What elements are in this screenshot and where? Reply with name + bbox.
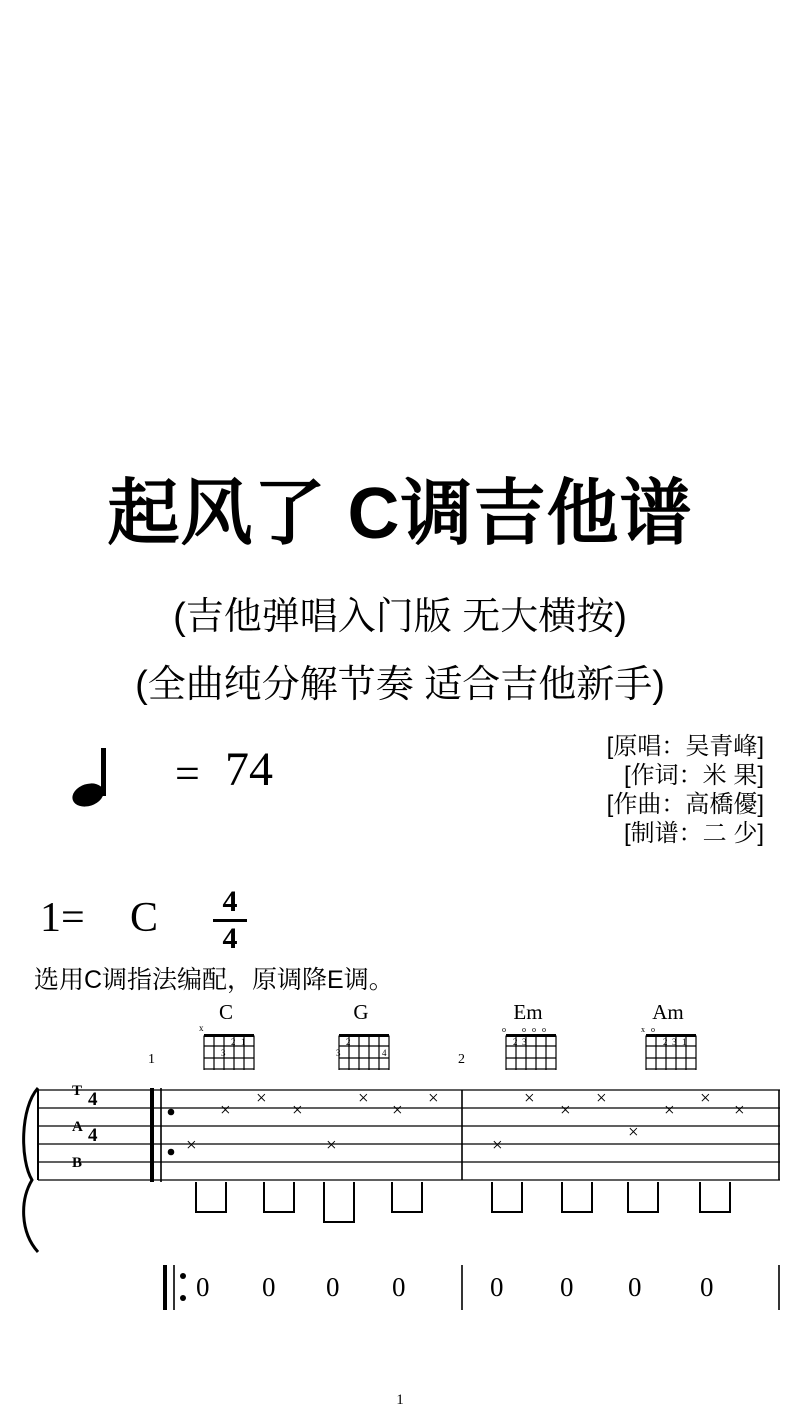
page-title: 起风了 C调吉他谱 xyxy=(107,474,693,554)
tab-x-mark: × xyxy=(596,1088,607,1109)
svg-text:x: x xyxy=(641,1025,645,1034)
tab-letter-a: A xyxy=(72,1119,83,1135)
tab-x-mark: × xyxy=(560,1100,571,1121)
tab-letter-b: B xyxy=(72,1155,83,1171)
tab-x-mark: × xyxy=(326,1135,337,1156)
svg-text:3: 3 xyxy=(672,1037,677,1047)
svg-text:o: o xyxy=(651,1025,655,1034)
melody-number: 0 xyxy=(196,1272,210,1302)
svg-text:o: o xyxy=(542,1025,546,1034)
tab-x-mark: × xyxy=(700,1088,711,1109)
melody-number: 0 xyxy=(628,1272,642,1302)
measure-number: 2 xyxy=(458,1052,465,1067)
arrangement-note: 选用C调指法编配，原调降E调。 xyxy=(34,966,394,994)
tab-x-mark: × xyxy=(292,1100,303,1121)
subtitle-line-2: (全曲纯分解节奏 适合吉他新手) xyxy=(135,664,665,706)
chord-name: Am xyxy=(652,1000,684,1024)
svg-text:4: 4 xyxy=(382,1048,387,1058)
melody-number: 0 xyxy=(326,1272,340,1302)
tempo-marking xyxy=(60,740,320,810)
melody-number: 0 xyxy=(560,1272,574,1302)
melody-number: 0 xyxy=(262,1272,276,1302)
tab-staff-system xyxy=(0,1060,800,1350)
chord-name: Em xyxy=(513,1000,543,1024)
melody-number: 0 xyxy=(490,1272,504,1302)
tab-x-mark: × xyxy=(358,1088,369,1109)
credits-block xyxy=(607,732,764,848)
time-signature-bottom: 4 xyxy=(222,922,238,955)
credit-line: [作曲：高橋優] xyxy=(606,791,764,818)
svg-text:2: 2 xyxy=(231,1037,236,1047)
tab-x-mark: × xyxy=(628,1122,639,1143)
subtitle-line-1: (吉他弹唱入门版 无大横按) xyxy=(173,596,627,638)
svg-text:1: 1 xyxy=(241,1037,246,1047)
svg-text:o: o xyxy=(532,1025,536,1034)
svg-text:2: 2 xyxy=(513,1037,518,1047)
svg-text:3: 3 xyxy=(336,1048,341,1058)
tempo-bpm: 74 xyxy=(225,743,273,796)
tab-x-mark: × xyxy=(734,1100,745,1121)
key-and-time-signature xyxy=(40,886,340,956)
svg-text:3: 3 xyxy=(221,1048,226,1058)
key-prefix: 1= xyxy=(40,895,85,941)
page-number: 1 xyxy=(396,1392,404,1408)
measure-number: 1 xyxy=(148,1052,155,1067)
tab-x-mark: × xyxy=(220,1100,231,1121)
time-signature xyxy=(210,886,250,955)
melody-number: 0 xyxy=(392,1272,406,1302)
melody-number: 0 xyxy=(700,1272,714,1302)
credit-line: [原唱：吴青峰] xyxy=(606,733,764,760)
time-signature-top: 4 xyxy=(222,885,238,918)
credit-line: [制谱：二 少] xyxy=(623,820,764,847)
key-value: C xyxy=(130,895,159,941)
svg-text:o: o xyxy=(522,1025,526,1034)
svg-text:1: 1 xyxy=(682,1037,687,1047)
tab-letter-t: T xyxy=(72,1083,83,1099)
tab-x-mark: × xyxy=(664,1100,675,1121)
tab-x-mark: × xyxy=(186,1135,197,1156)
tempo-equals: = xyxy=(175,749,200,798)
tab-x-mark: × xyxy=(524,1088,535,1109)
svg-text:2: 2 xyxy=(663,1037,668,1047)
svg-text:3: 3 xyxy=(522,1037,527,1047)
staff-time-bottom: 4 xyxy=(88,1125,98,1146)
svg-text:o: o xyxy=(502,1025,506,1034)
chord-name: C xyxy=(218,1000,233,1024)
tab-x-mark: × xyxy=(428,1088,439,1109)
quarter-note-icon xyxy=(60,740,180,810)
credit-line: [作词：米 果] xyxy=(623,762,764,789)
staff-time-top: 4 xyxy=(88,1089,98,1110)
svg-text:x: x xyxy=(199,1023,204,1033)
chord-name: G xyxy=(353,1000,369,1024)
tab-x-mark: × xyxy=(392,1100,403,1121)
svg-text:2: 2 xyxy=(346,1037,351,1047)
tab-x-mark: × xyxy=(492,1135,503,1156)
tab-x-mark: × xyxy=(256,1088,267,1109)
